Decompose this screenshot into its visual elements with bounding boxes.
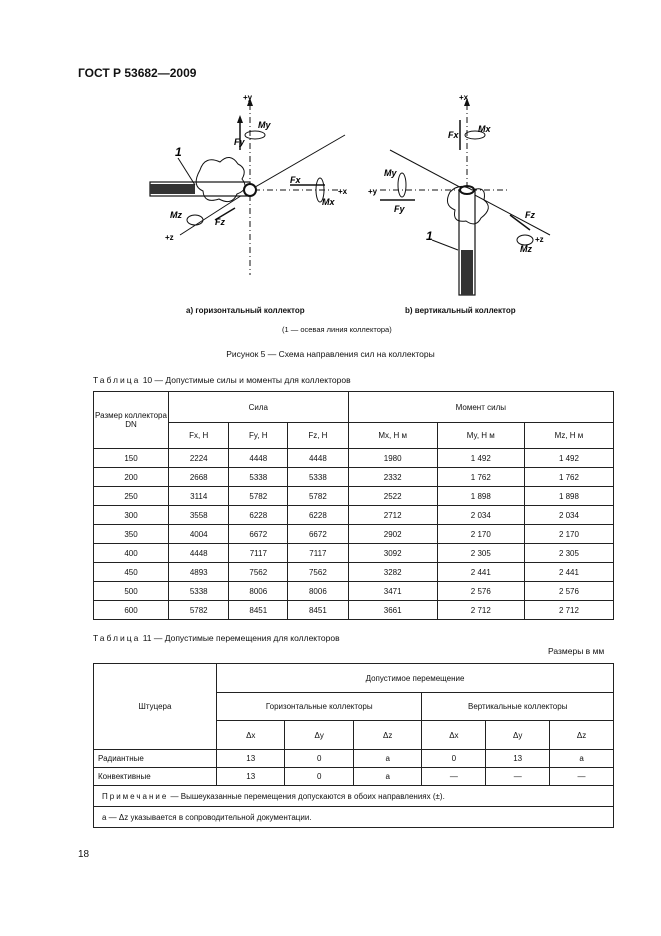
table-cell: 3558 [169,506,229,525]
table-row [94,544,614,563]
table10 [93,391,614,620]
figure-horizontal-collector [140,90,370,320]
table-cell: 2 576 [524,582,613,601]
table-row [94,582,614,601]
label-fz-b: Fz [525,210,535,220]
table-cell: 5782 [288,487,348,506]
row-label: 300 [94,506,169,525]
table-row [94,563,614,582]
table-cell: 2 712 [524,601,613,620]
label-mx-b: Mx [478,124,491,134]
table-row [94,525,614,544]
row-label: 450 [94,563,169,582]
table-cell: 4448 [288,449,348,468]
table-cell: 1 762 [524,468,613,487]
row-label: 500 [94,582,169,601]
table-cell: 1 492 [524,449,613,468]
table-cell: 3471 [348,582,437,601]
table-cell: 2 034 [437,506,524,525]
sub-header: Fz, Н [288,423,348,449]
row-label: 400 [94,544,169,563]
axis-label-z-b: +z [535,235,544,244]
table10-body [94,449,614,620]
table-cell: 7562 [229,563,288,582]
table-cell: 3661 [348,601,437,620]
figure-legend: (1 — осевая линия коллектора) [282,325,392,334]
table-cell: 2 712 [437,601,524,620]
caption-b: b) вертикальный коллектор [405,306,516,315]
table-cell: 6672 [288,525,348,544]
table-cell: 7117 [229,544,288,563]
col-fitting-header: Штуцера [94,664,217,750]
group-all-header: Допустимое перемещение [217,664,614,693]
table-cell: 5782 [229,487,288,506]
sub-header: My, Н м [437,423,524,449]
table-cell: — [422,768,486,786]
hatched-pipe-end-b [461,250,473,295]
table11-footnote: a — Δz указывается в сопроводительной документации. [94,807,614,828]
table-cell: 13 [217,768,285,786]
table11-caption: Таблица 11 — Допустимые перемещения для коллекторов [93,633,340,643]
label-fy: Fy [234,137,245,147]
table-row [94,601,614,620]
table-cell: 6672 [229,525,288,544]
z-axis-line [180,190,250,235]
table-cell: 4448 [229,449,288,468]
label-my: My [258,120,271,130]
table-cell: 0 [285,768,353,786]
table-cell: 13 [217,750,285,768]
table-cell: 2 170 [437,525,524,544]
row-label: 350 [94,525,169,544]
sub-header: Δz [550,721,614,750]
table-cell: 2 034 [524,506,613,525]
table11-note: Примечание — Вышеуказанные перемещения допускаются в обоих направлениях (±). [94,786,614,807]
row-label: 200 [94,468,169,487]
table-cell: — [486,768,550,786]
label-fy-b: Fy [394,204,405,214]
table-row [94,506,614,525]
sizes-note: Размеры в мм [548,646,605,656]
table-cell: 2522 [348,487,437,506]
row-label: Радиантные [94,750,217,768]
figure-vertical-collector [360,90,560,310]
table-cell: — [550,768,614,786]
table-cell: a [353,768,422,786]
axis-label-y: +y [243,93,253,102]
table-cell: 8451 [229,601,288,620]
label-fx-b: Fx [448,130,459,140]
table-row [94,750,614,768]
axis-label-y-b: +y [368,187,378,196]
group-horiz-header: Горизонтальные коллекторы [217,693,422,721]
sub-header: Δx [422,721,486,750]
hatched-pipe-end [150,184,195,194]
table-cell: 3114 [169,487,229,506]
group-vert-header: Вертикальные коллекторы [422,693,614,721]
table-cell: 13 [486,750,550,768]
my-arrow [245,131,265,139]
sub-header: Δy [486,721,550,750]
table-cell: 8006 [288,582,348,601]
group-force-header: Сила [169,392,349,423]
page-number: 18 [78,849,90,860]
table-cell: 2668 [169,468,229,487]
label-my-b: My [384,168,397,178]
axis-label-z: +z [165,233,174,242]
sub-header: Fy, Н [229,423,288,449]
caption-a: а) горизонтальный коллектор [186,306,305,315]
label-fz: Fz [215,217,225,227]
document-header: ГОСТ Р 53682—2009 [78,66,197,80]
axis-label-x-b: +x [459,93,469,102]
table-row [94,449,614,468]
table-cell: 7562 [288,563,348,582]
table-cell: 4448 [169,544,229,563]
table-row [94,487,614,506]
table-cell: 0 [285,750,353,768]
table10-caption: Таблица 10 — Допустимые силы и моменты для коллекторов [93,375,351,385]
table-cell: 1 898 [524,487,613,506]
label-fx: Fx [290,175,301,185]
table-cell: 4893 [169,563,229,582]
label-mx: Mx [322,197,335,207]
figure-title: Рисунок 5 — Схема направления сил на коллекторы [226,349,435,359]
table-cell: 5338 [169,582,229,601]
row-label: 150 [94,449,169,468]
mz-arrow [187,215,203,225]
table-cell: 2 441 [524,563,613,582]
table-row [94,468,614,487]
row-label: 250 [94,487,169,506]
table-cell: 2 305 [437,544,524,563]
table-cell: 8006 [229,582,288,601]
table-cell: 4004 [169,525,229,544]
table-cell: 1 898 [437,487,524,506]
sub-header: Mz, Н м [524,423,613,449]
axis-label-x: +x [338,187,348,196]
sub-header: Δz [353,721,422,750]
table-cell: 3282 [348,563,437,582]
table11-body [94,750,614,786]
table-cell: a [550,750,614,768]
callout-1-b: 1 [426,229,433,243]
callout-1: 1 [175,145,182,159]
table-cell: 2332 [348,468,437,487]
table-cell: 5338 [288,468,348,487]
table-cell: 2224 [169,449,229,468]
table-cell: 2 441 [437,563,524,582]
table-cell: a [353,750,422,768]
pipe-joint [244,184,256,196]
col-size-header: Размер коллектора DN [94,392,169,449]
table-cell: 8451 [288,601,348,620]
label-mz: Mz [170,210,182,220]
group-moment-header: Момент силы [348,392,613,423]
row-label: 600 [94,601,169,620]
table-cell: 2 305 [524,544,613,563]
table-cell: 0 [422,750,486,768]
table-cell: 5782 [169,601,229,620]
table-cell: 1 762 [437,468,524,487]
sub-header: Mx, Н м [348,423,437,449]
table-cell: 2 576 [437,582,524,601]
table-row [94,768,614,786]
table-cell: 2712 [348,506,437,525]
table11 [93,663,614,828]
table-cell: 2902 [348,525,437,544]
table-cell: 2 170 [524,525,613,544]
label-mz-b: Mz [520,244,532,254]
table-cell: 5338 [229,468,288,487]
row-label: Конвективные [94,768,217,786]
table-cell: 6228 [288,506,348,525]
table-cell: 7117 [288,544,348,563]
table-cell: 6228 [229,506,288,525]
table-cell: 3092 [348,544,437,563]
sub-header: Δy [285,721,353,750]
table-cell: 1980 [348,449,437,468]
sub-header: Fx, Н [169,423,229,449]
my-arrow-b [398,173,406,197]
table-cell: 1 492 [437,449,524,468]
sub-header: Δx [217,721,285,750]
